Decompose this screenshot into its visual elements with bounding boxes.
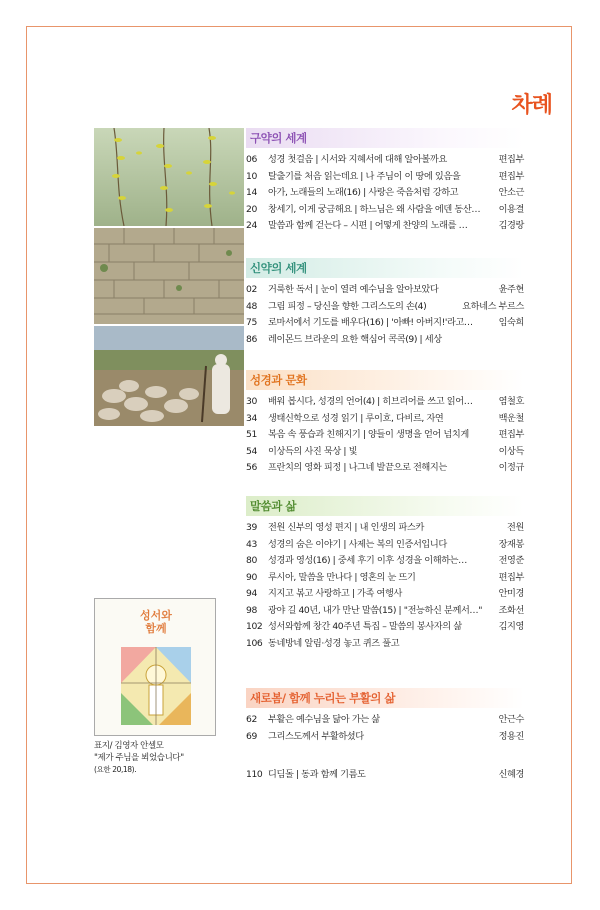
list-item[interactable] [246, 411, 524, 428]
article-author: 김지영 [498, 621, 524, 632]
article-author: 안근수 [498, 714, 524, 725]
article-author: 편집부 [498, 429, 524, 440]
list-item[interactable] [246, 315, 524, 332]
section-bible-culture [246, 370, 524, 477]
page-number: 06 [246, 154, 257, 165]
article-title: 복음 속 풍습과 친해지기 | 양들이 생명을 얻어 넘치게 [268, 429, 469, 440]
article-title: 말씀과 함께 걷는다 – 시편 | 어떻게 찬양의 노래를 … [268, 220, 468, 231]
list-item[interactable] [246, 152, 524, 169]
cover-thumbnail [94, 598, 216, 736]
page-number: 80 [246, 555, 257, 566]
article-author: 조화선 [498, 604, 524, 616]
article-author: 편집부 [498, 170, 524, 182]
article-title: 로마서에서 기도를 배우다(16) | '아빠! 아버지!'라고… [268, 317, 473, 328]
page-number: 43 [246, 538, 257, 550]
article-title: 루시아, 말씀을 만나다 | 영혼의 눈 뜨기 [268, 571, 416, 583]
article-title: 성경의 숨은 이야기 | 사제는 복의 인증서입니다 [268, 538, 447, 550]
article-author: 요하네스 부르스 [462, 300, 524, 312]
page-number: 48 [246, 300, 257, 312]
stained-glass-image [113, 643, 199, 729]
section-title: 새로봄/ 함께 누리는 부활의 삶 [246, 688, 524, 708]
list-item[interactable] [246, 729, 524, 746]
article-title: 탈출기를 처음 읽는데요 | 나 주님이 이 땅에 있음을 [268, 170, 461, 182]
list-item[interactable] [246, 460, 524, 477]
page-number: 02 [246, 284, 257, 295]
page-number: 51 [246, 429, 257, 440]
list-item[interactable] [246, 394, 524, 411]
article-author: 안소근 [498, 187, 524, 198]
list-item[interactable] [246, 586, 524, 603]
page-number: 90 [246, 571, 257, 583]
article-title: 동네방네 알림·성경 놓고 퀴즈 풀고 [268, 637, 400, 649]
page-number: 56 [246, 462, 257, 473]
page-number: 98 [246, 604, 257, 616]
list-item[interactable] [246, 332, 524, 349]
article-title: 광야 길 40년, 내가 만난 말씀(15) | "전능하신 분께서…" [268, 604, 483, 616]
contents-logo: 차례 [511, 93, 552, 118]
list-item[interactable] [246, 553, 524, 570]
section-new-testament [246, 258, 524, 348]
page-number: 24 [246, 220, 257, 231]
article-title: 아가, 노래들의 노래(16) | 사랑은 죽음처럼 강하고 [268, 187, 459, 198]
page-number: 102 [246, 621, 263, 632]
article-title: 부활은 예수님을 닮아 가는 삶 [268, 714, 380, 725]
section-title: 말씀과 삶 [246, 496, 524, 516]
article-title: 창세기, 이게 궁금해요 | 하느님은 왜 사람을 에덴 동산… [268, 203, 481, 215]
article-author [520, 332, 524, 349]
photo-stone-wall [94, 228, 244, 324]
cover-title: 성서와 함께 [140, 609, 172, 635]
article-author: 전영준 [498, 555, 524, 566]
list-item[interactable] [246, 520, 524, 537]
page-number: 106 [246, 637, 263, 649]
section-old-testament [246, 128, 524, 235]
page-number: 34 [246, 412, 257, 424]
cover-caption: 표지/ 김영자 안셀모 "제가 주님을 뵈었습니다" (요한 20,18). [94, 741, 184, 774]
list-item[interactable] [246, 202, 524, 219]
article-title: 이상득의 사진 묵상 | 빛 [268, 445, 358, 457]
article-title: 지지고 볶고 사랑하고 | 가족 여행사 [268, 588, 402, 599]
list-item[interactable] [246, 299, 524, 316]
article-title: 배워 봅시다, 성경의 언어(4) | 히브리어를 쓰고 읽어… [268, 396, 473, 407]
list-item[interactable] [246, 636, 524, 653]
article-title: 프란치의 영화 피정 | 나그네 발끝으로 전해지는 [268, 462, 447, 473]
list-item[interactable] [246, 603, 524, 620]
article-author: 전원 [507, 522, 524, 533]
list-item[interactable] [246, 218, 524, 235]
page-number: 39 [246, 522, 257, 533]
article-author: 염철호 [498, 396, 524, 407]
article-title: 거룩한 독서 | 눈이 열려 예수님을 알아보았다 [268, 284, 439, 295]
article-title: 그리스도께서 부활하셨다 [268, 730, 364, 742]
page-number: 110 [246, 769, 263, 780]
section-word-and-life [246, 496, 524, 652]
page-number: 69 [246, 730, 257, 742]
article-author: 이상득 [498, 445, 524, 457]
list-item[interactable] [246, 767, 524, 784]
article-author: 이정규 [498, 462, 524, 473]
section-special-resurrection [246, 688, 524, 784]
page-number: 94 [246, 588, 257, 599]
article-author: 장재봉 [498, 538, 524, 550]
page-number: 54 [246, 445, 257, 457]
photo-shepherd-with-sheep [94, 326, 244, 426]
page-number: 10 [246, 170, 257, 182]
article-author: 이용결 [498, 203, 524, 215]
page-number: 20 [246, 203, 257, 215]
list-item[interactable] [246, 427, 524, 444]
list-item[interactable] [246, 169, 524, 186]
article-author: 편집부 [498, 571, 524, 583]
article-author: 정용진 [498, 730, 524, 742]
article-title: 디딤돌 | 동과 함께 기름도 [268, 769, 366, 780]
article-author: 안미경 [498, 588, 524, 599]
photo-willow-branches [94, 128, 244, 226]
list-item[interactable] [246, 282, 524, 299]
page-number: 30 [246, 396, 257, 407]
list-item[interactable] [246, 712, 524, 729]
list-item[interactable] [246, 444, 524, 461]
article-author: 윤주현 [498, 284, 524, 295]
section-title: 성경과 문화 [246, 370, 524, 390]
article-title: 전원 신부의 영성 편지 | 내 인생의 파스카 [268, 522, 424, 533]
page-number: 62 [246, 714, 257, 725]
list-item[interactable] [246, 619, 524, 636]
list-item[interactable] [246, 537, 524, 554]
article-title: 성경과 영성(16) | 중세 후기 이후 성경을 이해하는… [268, 555, 467, 566]
page-number: 14 [246, 187, 257, 198]
list-item[interactable] [246, 570, 524, 587]
article-author: 신혜경 [498, 769, 524, 780]
article-title: 성서와함께 창간 40주년 특집 – 말씀의 봉사자의 삶 [268, 621, 462, 632]
page-number: 75 [246, 317, 257, 328]
article-title: 그림 피정 – 당신을 향한 그리스도의 손(4) [268, 300, 427, 312]
section-title: 신약의 세계 [246, 258, 524, 278]
article-title: 레이몬드 브라운의 요한 핵심어 콕콕(9) | 세상 [268, 333, 442, 345]
section-title: 구약의 세계 [246, 128, 524, 148]
list-item[interactable] [246, 185, 524, 202]
article-author: 백운철 [498, 412, 524, 424]
article-title: 생태신학으로 성경 읽기 | 루이흐, 다비르, 자연 [268, 412, 444, 424]
article-author [520, 636, 524, 653]
page-number: 86 [246, 333, 257, 345]
article-author: 편집부 [498, 154, 524, 165]
article-author: 김경랑 [498, 220, 524, 231]
article-title: 성경 첫걸음 | 시서와 지혜서에 대해 알아볼까요 [268, 154, 447, 165]
article-author: 임숙희 [498, 317, 524, 328]
